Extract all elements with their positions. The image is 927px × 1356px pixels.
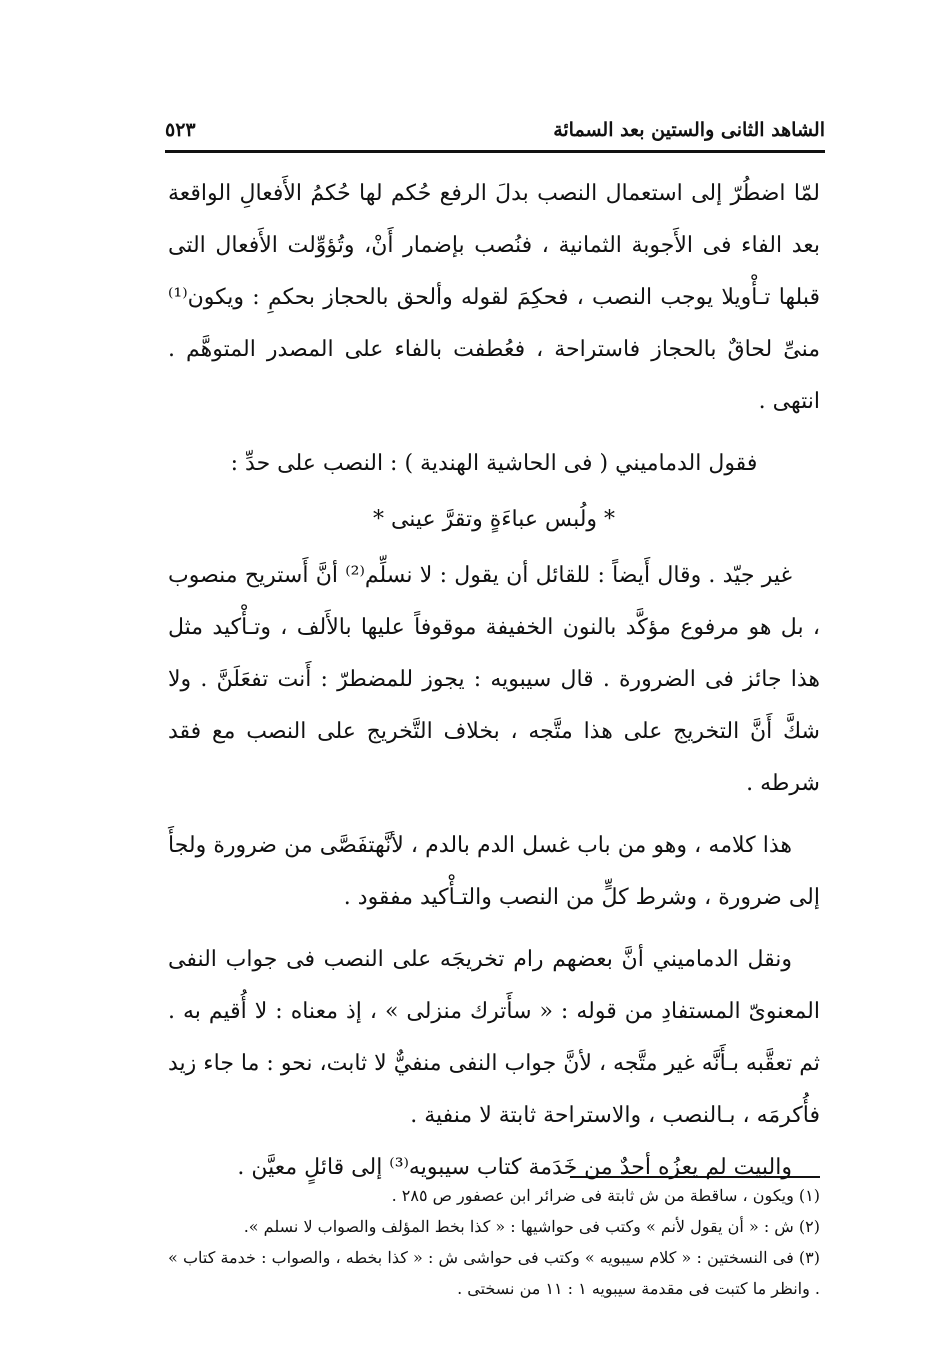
page-number: ٥٢٣ [165,119,196,141]
paragraph-6: والبيت لم يعزُه أحدٌ من خَدَمة كتاب سيبويه⁽³⁾ إلى قائلٍ معيَّن . [237,1155,792,1180]
running-title: الشاهد الثانى والستين بعد السمائة [553,119,825,141]
footnotes [168,1180,820,1304]
header-rule [165,150,825,153]
paragraph-4: هذا كلامه ، وهو من باب غسل الدم بالدم ، لأنَّهتفَصَّى من ضرورة ولجأَ إلى ضرورة ، وشرط كلٍّ من النصب والتـأْكيد مفقود . [168,833,820,910]
body-text [168,168,820,1194]
paragraph-1: لمّا اضطُرّ إلى استعمال النصب بدلَ الرفع حُكم لها حُكمُ الأَفعالِ الواقعة بعد الفاء فى الأَجوبة الثمانية ، فنُصب بإضمار أَنْ، وتُؤوِّلت الأَفعال التى قبلها تـأْويلا يوجب النصب ، فحكِمَ لقوله وألحق بالحجاز بحكمِ : ويكون⁽¹⁾ منىِّ لحاقٌ بالحجاز فاستراحة ، فعُطفت بالفاء على المصدر المتوهَّم . انتهى . [168,181,821,414]
footnote-rule [570,1176,820,1178]
footnote-3: (٣) فى النسختين : « كلام سيبويه » وكتب فى حواشى ش : « كذا بخطه ، والصواب : خدمة كتاب » . وانظر ما كتبت فى مقدمة سيبويه ١ : ١١ من نسختى . [168,1248,820,1298]
page-header [165,112,825,148]
footnote-1: (١) ويكون ، ساقطة من ش ثابتة فى ضرائر ابن عصفور ص ٢٨٥ . [391,1186,820,1205]
paragraph-2: فقول الدماميني ( فى الحاشية الهندية ) : النصب على حدِّ : [230,451,758,476]
paragraph-3: غير جيّد . وقال أَيضاً : للقائل أن يقول : لا نسلِّم⁽²⁾ أنَّ أَستريح منصوب ، بل هو مرفوع مؤكَّد بالنون الخفيفة موقوفاً عليها بالأَلف ، وتـأْكيد مثل هذا جائز فى الضرورة . قال سيبويه : يجوز للمضطرّ : أَنت تفعَلَنَّ . ولا شكَّ أَنَّ التخريج على هذا متَّجه ، بخلاف التَّخريج على النصب مع فقد شرطه . [168,563,820,796]
paragraph-5: ونقل الدماميني أنَّ بعضهم رام تخريجَه على النصب فى جواب النفى المعنوىّ المستفادِ من قوله : « سأَترك منزلى » ، إذ معناه : لا أُقيم به . ثم تعقَّبه بـأَنَّه غير متَّجه ، لأنَّ جواب النفى منفيٌّ لا ثابت، نحو : ما جاء زيد فأُكرمَه ، بـالنصب ، والاستراحة ثابتة لا منفية . [168,947,820,1128]
footnote-2: (٢) ش : « أن يقول لأنم » وكتب فى حواشيها : « كذا بخط المؤلف والصواب لا نسلم ». [243,1217,820,1236]
verse-quote: * ولُبس عباءَةٍ وتقرَّ عينى * [372,507,616,532]
